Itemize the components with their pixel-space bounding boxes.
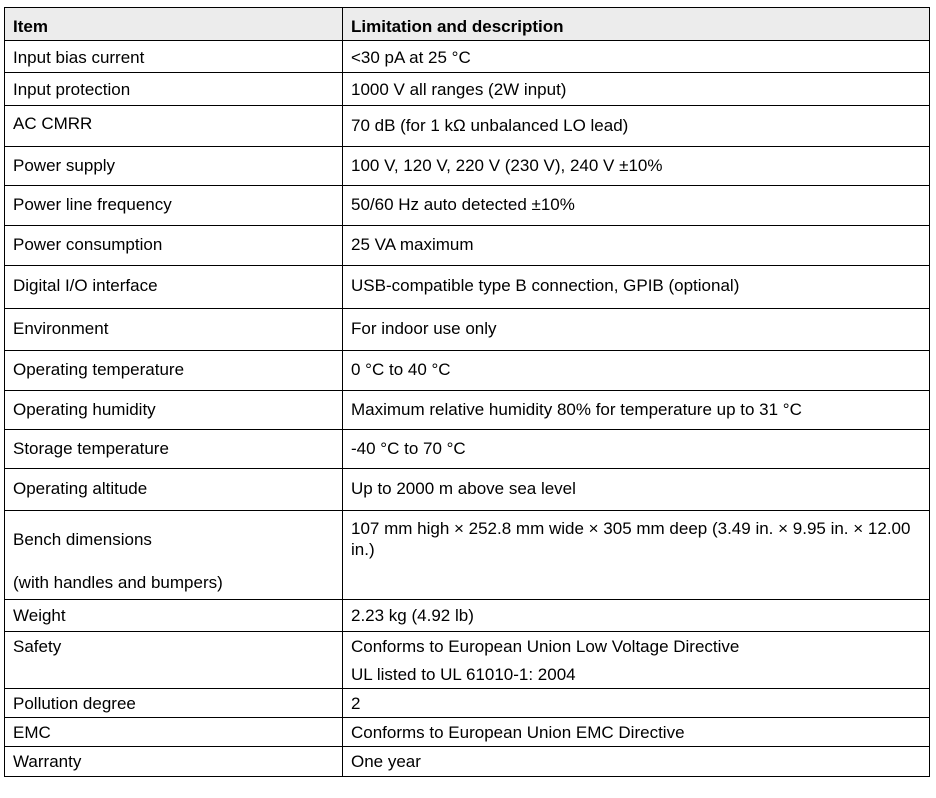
description-cell bbox=[343, 226, 930, 266]
item-text: Digital I/O interface bbox=[13, 276, 158, 295]
item-text: Operating humidity bbox=[13, 400, 156, 419]
description-cell bbox=[343, 73, 930, 106]
description-text: 70 dB (for 1 kΩ unbalanced LO lead) bbox=[351, 116, 629, 135]
item-cell bbox=[5, 266, 343, 309]
description-cell bbox=[343, 469, 930, 511]
item-cell bbox=[5, 632, 343, 689]
table-row bbox=[5, 430, 930, 469]
description-text: -40 °C to 70 °C bbox=[351, 439, 466, 458]
item-text: Pollution degree bbox=[13, 694, 136, 713]
item-cell bbox=[5, 351, 343, 391]
description-cell bbox=[343, 147, 930, 186]
table-row bbox=[5, 226, 930, 266]
description-text: Up to 2000 m above sea level bbox=[351, 479, 576, 498]
item-text: AC CMRR bbox=[13, 114, 93, 133]
item-text: Operating temperature bbox=[13, 360, 185, 379]
header-item: Item bbox=[5, 8, 343, 41]
description-text: 2.23 kg (4.92 lb) bbox=[351, 606, 474, 625]
description-cell bbox=[343, 391, 930, 430]
item-cell bbox=[5, 718, 343, 747]
item-cell bbox=[5, 41, 343, 73]
item-text: Power line frequency bbox=[13, 195, 172, 214]
table-row bbox=[5, 73, 930, 106]
description-cell bbox=[343, 632, 930, 689]
header-limitation-description: Limitation and description bbox=[343, 8, 930, 41]
table-row bbox=[5, 747, 930, 777]
specifications-table bbox=[4, 7, 930, 777]
item-cell bbox=[5, 309, 343, 351]
table-row bbox=[5, 391, 930, 430]
item-text: Safety bbox=[13, 637, 62, 656]
description-cell bbox=[343, 718, 930, 747]
item-text: Storage temperature bbox=[13, 439, 169, 458]
item-cell bbox=[5, 511, 343, 600]
description-text: 100 V, 120 V, 220 V (230 V), 240 V ±10% bbox=[351, 156, 663, 175]
description-cell bbox=[343, 351, 930, 391]
header-row bbox=[5, 8, 930, 41]
item-cell bbox=[5, 226, 343, 266]
item-cell bbox=[5, 600, 343, 632]
item-text: Environment bbox=[13, 319, 109, 338]
description-cell bbox=[343, 186, 930, 226]
description-cell bbox=[343, 266, 930, 309]
description-cell bbox=[343, 747, 930, 777]
table-row bbox=[5, 147, 930, 186]
description-text: 2 bbox=[351, 694, 361, 713]
description-cell bbox=[343, 511, 930, 600]
item-cell bbox=[5, 689, 343, 718]
description-cell bbox=[343, 430, 930, 469]
item-text: Operating altitude bbox=[13, 479, 148, 498]
item-text: Warranty bbox=[13, 752, 82, 771]
description-text: One year bbox=[351, 752, 421, 771]
item-cell bbox=[5, 147, 343, 186]
table-row bbox=[5, 469, 930, 511]
description-text: <30 pA at 25 °C bbox=[351, 48, 471, 67]
item-note-text: (with handles and bumpers) bbox=[13, 573, 223, 592]
item-cell bbox=[5, 747, 343, 777]
description-text: Maximum relative humidity 80% for temperature up to 31 °C bbox=[351, 400, 802, 419]
description-cell bbox=[343, 106, 930, 147]
description-text-line-2: UL listed to UL 61010-1: 2004 bbox=[351, 665, 576, 684]
item-text: Input protection bbox=[13, 80, 131, 99]
table-row bbox=[5, 41, 930, 73]
item-cell bbox=[5, 106, 343, 147]
description-text: 50/60 Hz auto detected ±10% bbox=[351, 195, 575, 214]
description-text: Conforms to European Union EMC Directive bbox=[351, 723, 685, 742]
table-row bbox=[5, 351, 930, 391]
table-row bbox=[5, 689, 930, 718]
description-text: USB-compatible type B connection, GPIB (optional) bbox=[351, 276, 740, 295]
item-text: Input bias current bbox=[13, 48, 145, 67]
table-row bbox=[5, 309, 930, 351]
table-row bbox=[5, 106, 930, 147]
table-body bbox=[5, 41, 930, 777]
description-cell bbox=[343, 41, 930, 73]
item-cell bbox=[5, 391, 343, 430]
description-text: 1000 V all ranges (2W input) bbox=[351, 80, 567, 99]
description-text: 0 °C to 40 °C bbox=[351, 360, 451, 379]
description-text: For indoor use only bbox=[351, 319, 497, 338]
table-row bbox=[5, 266, 930, 309]
item-text: Power supply bbox=[13, 156, 116, 175]
table-header bbox=[5, 8, 930, 41]
table-row bbox=[5, 718, 930, 747]
item-text: EMC bbox=[13, 723, 51, 742]
table-row bbox=[5, 186, 930, 226]
item-cell bbox=[5, 186, 343, 226]
table-row bbox=[5, 511, 930, 600]
description-cell bbox=[343, 309, 930, 351]
table-row bbox=[5, 600, 930, 632]
item-text: Weight bbox=[13, 606, 66, 625]
description-text: 25 VA maximum bbox=[351, 235, 474, 254]
description-text: Conforms to European Union Low Voltage Directive bbox=[351, 637, 740, 656]
item-cell bbox=[5, 469, 343, 511]
item-cell bbox=[5, 430, 343, 469]
item-cell bbox=[5, 73, 343, 106]
table-row bbox=[5, 632, 930, 689]
description-cell bbox=[343, 689, 930, 718]
description-text: 107 mm high × 252.8 mm wide × 305 mm deep (3.49 in. × 9.95 in. × 12.00 in.) bbox=[351, 519, 911, 559]
item-text: Bench dimensions bbox=[13, 530, 152, 549]
description-cell bbox=[343, 600, 930, 632]
item-text: Power consumption bbox=[13, 235, 163, 254]
